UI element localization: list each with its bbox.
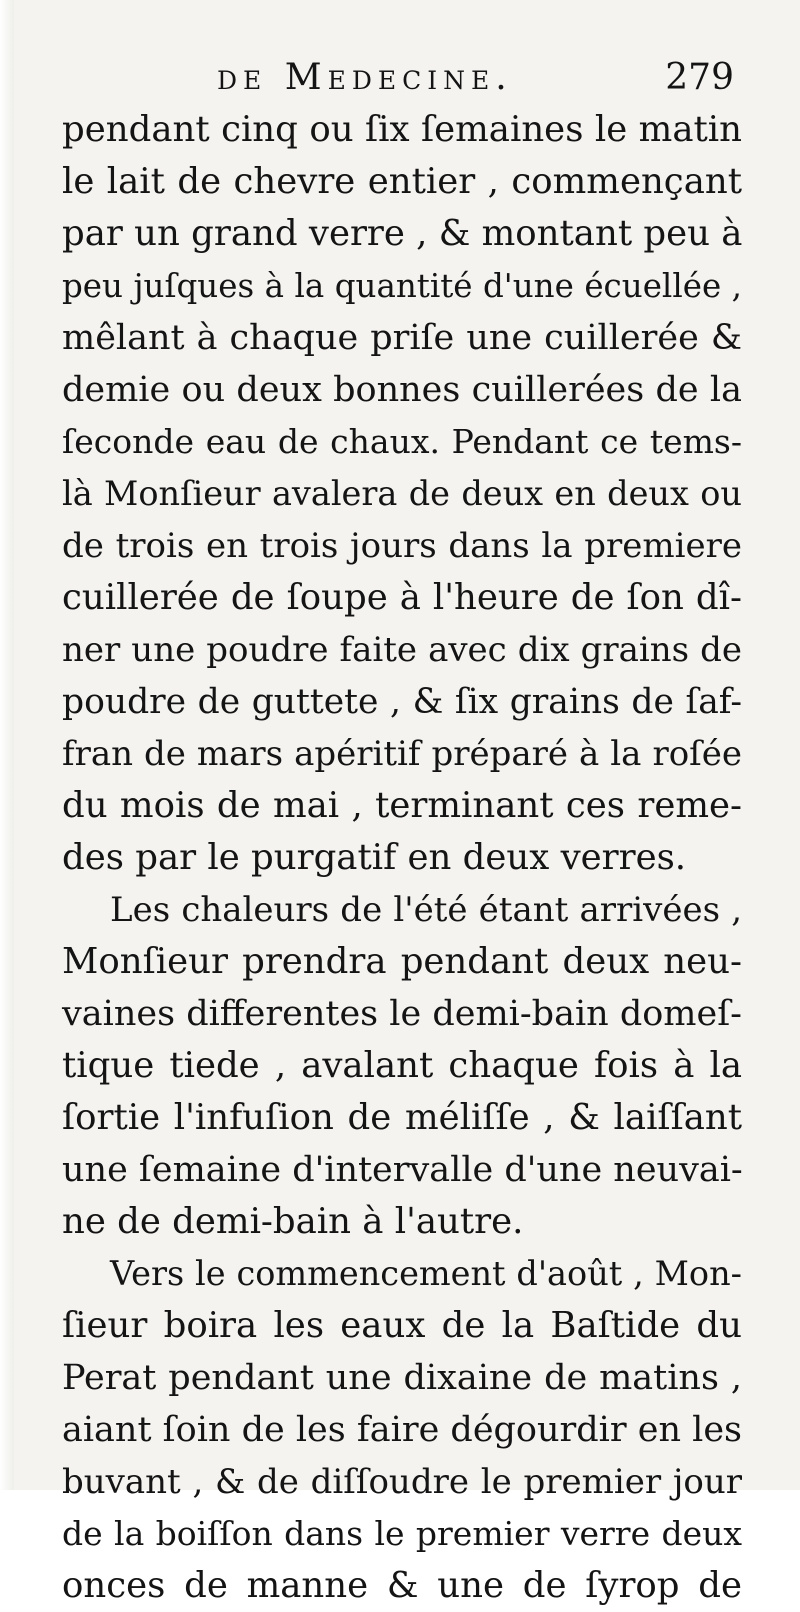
text-line: poudre de guttete , & ſix grains de ſaf- [62, 682, 742, 722]
text-line: Vers le commencement d'août , Mon- [110, 1254, 742, 1293]
text-line: ner une poudre faite avec dix grains de [62, 630, 742, 670]
text-line: là Monſieur avalera de deux en deux ou [62, 474, 742, 513]
text-line: ſeconde eau de chaux. Pendant ce tems- [62, 422, 742, 461]
text-line: tique tiede , avalant chaque fois à la [62, 1045, 742, 1086]
text-line: Les chaleurs de l'été étant arrivées , [110, 890, 742, 930]
text-line: mêlant à chaque priſe une cuillerée & [62, 318, 742, 358]
text-line: Perat pendant une dixaine de matins , [62, 1358, 742, 1398]
text-line: du mois de mai , terminant ces reme- [62, 785, 742, 826]
paragraph-1 [62, 104, 742, 884]
text-line: ſortie l'infuſion de méliſſe , & laiſſant [62, 1097, 742, 1138]
text-line: aiant ſoin de les faire dégourdir en les [62, 1410, 742, 1450]
page-number: 279 [665, 57, 734, 98]
text-line: pendant cinq ou ſix ſemaines le matin [62, 109, 742, 150]
page-text [62, 52, 742, 1612]
text-line: le lait de chevre entier , commençant [62, 161, 742, 202]
paragraph-2 [62, 884, 742, 1248]
text-line: cuillerée de ſoupe à l'heure de ſon dî- [62, 577, 742, 618]
text-line: une ſemaine d'intervalle d'une neuvai- [62, 1150, 743, 1190]
text-line: par un grand verre , & montant peu à [62, 213, 743, 254]
running-title: de Medecine. [217, 57, 513, 98]
text-line: vaines differentes le demi-bain domeſ- [62, 994, 742, 1034]
text-line: des par le purgatif en deux verres. [62, 837, 687, 878]
text-line: de trois en trois jours dans la premiere [62, 526, 742, 566]
text-line: peu juſques à la quantité d'une écuellée , [62, 267, 742, 305]
text-line: Monſieur prendra pendant deux neu- [62, 941, 742, 982]
text-line: fran de mars apéritif préparé à la roſée [62, 734, 742, 774]
text-line: demie ou deux bonnes cuillerées de la [62, 370, 742, 410]
text-line: buvant , & de diſſoudre le premier jour [62, 1462, 742, 1502]
text-line: onces de manne & une de ſyrop de [62, 1565, 742, 1606]
text-line: de la boiſſon dans le premier verre deux [62, 1514, 742, 1553]
paragraph-3 [62, 1248, 742, 1612]
page-header [62, 52, 742, 104]
text-line: ne de demi-bain à l'autre. [62, 1201, 524, 1242]
text-line: ſieur boira les eaux de la Baſtide du [62, 1305, 742, 1346]
